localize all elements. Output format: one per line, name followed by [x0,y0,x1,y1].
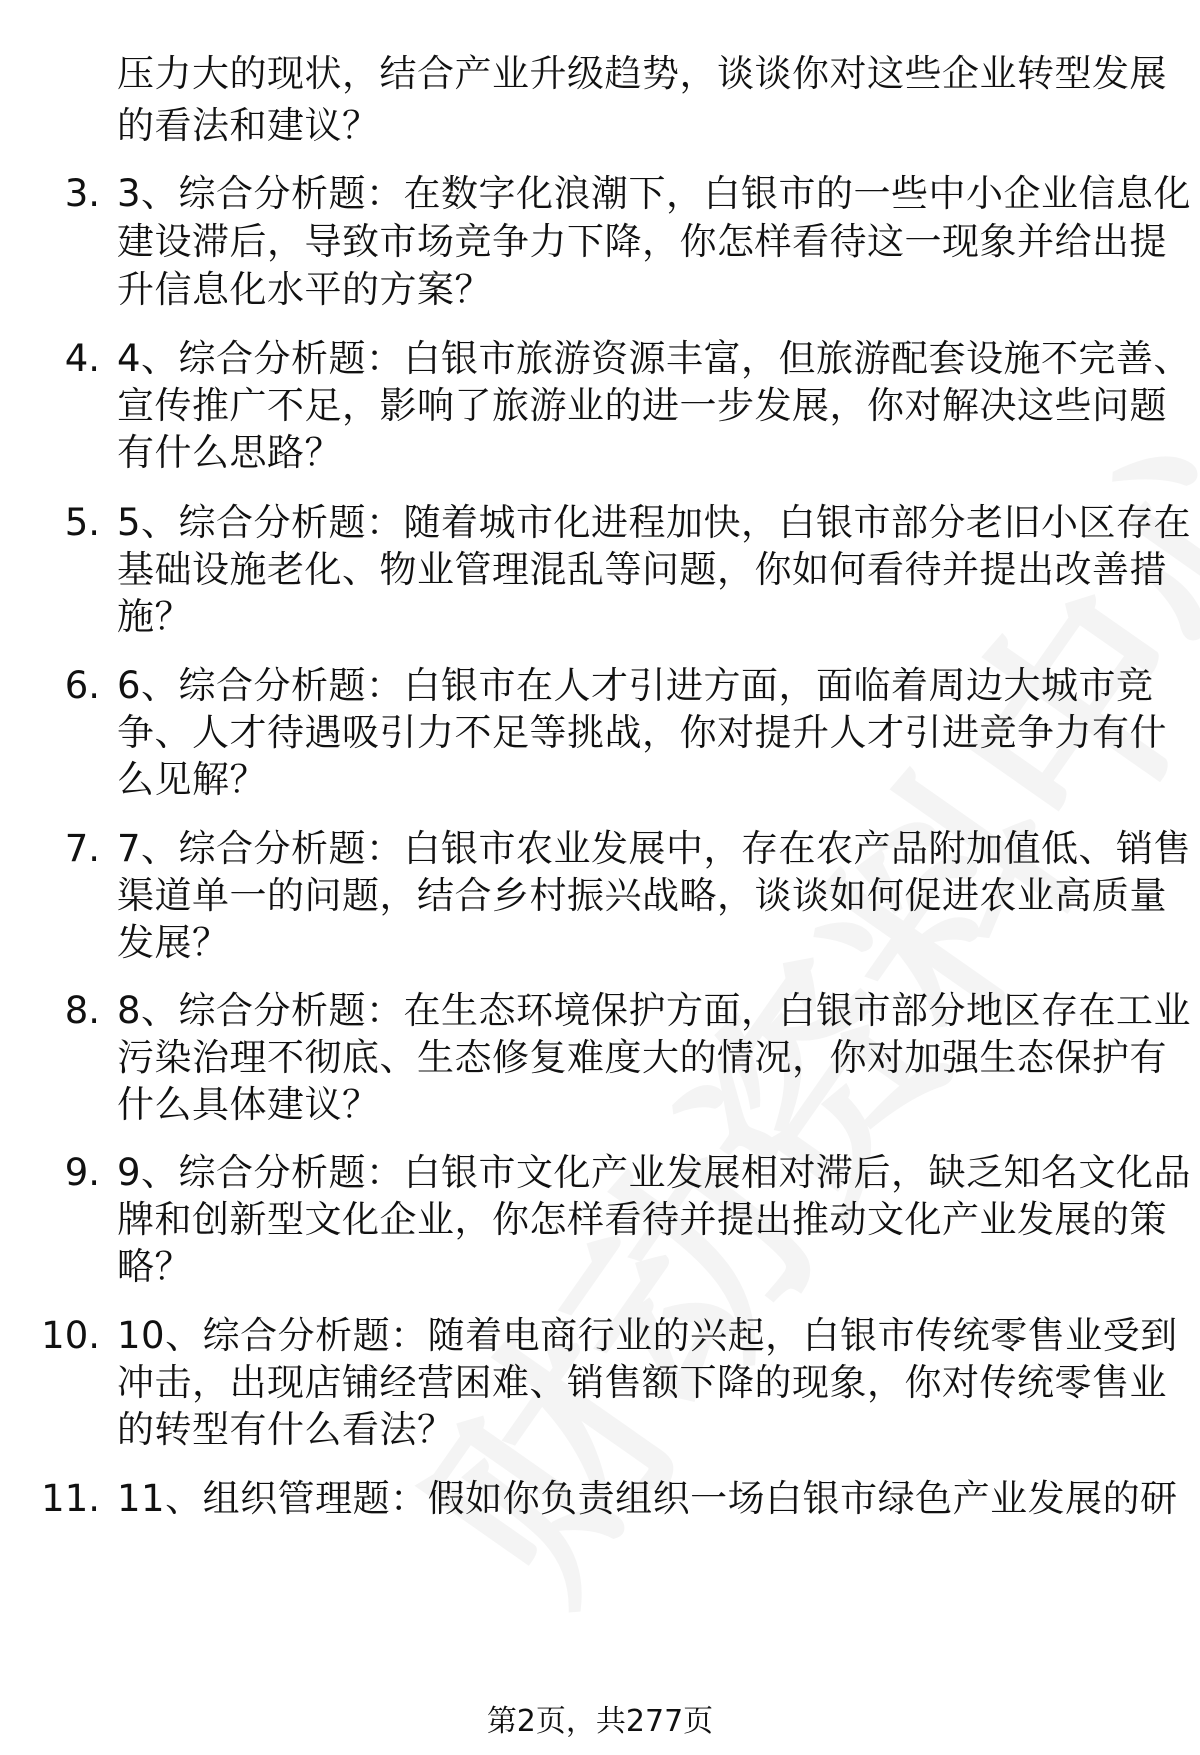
list-number: 3. [64,172,100,215]
list-number: 4. [64,337,100,380]
page-footer: 第2页，共277页 [486,1704,714,1739]
list-number: 8. [64,989,100,1032]
question-line: 10、综合分析题：随着电商行业的兴起，白银市传统零售业受到 [117,1314,1178,1357]
question-line: 牌和创新型文化企业，你怎样看待并提出推动文化产业发展的策 [117,1198,1167,1241]
question-line: 7、综合分析题：白银市农业发展中，存在农产品附加值低、销售 [117,827,1192,870]
question-line: 有什么思路？ [117,431,342,474]
question-line: 6、综合分析题：白银市在人才引进方面，面临着周边大城市竞 [117,664,1154,707]
question-line: 11、组织管理题：假如你负责组织一场白银市绿色产业发展的研 [117,1477,1178,1520]
question-line: 发展？ [117,921,230,964]
question-line: 什么具体建议？ [117,1083,380,1126]
question-line: 5、综合分析题：随着城市化进程加快，白银市部分老旧小区存在 [117,501,1192,544]
intro-line-1: 压力大的现状，结合产业升级趋势，谈谈你对这些企业转型发展 [117,52,1167,95]
question-line: 宣传推广不足，影响了旅游业的进一步发展，你对解决这些问题 [117,384,1167,427]
question-line: 4、综合分析题：白银市旅游资源丰富，但旅游配套设施不完善、 [117,337,1192,380]
list-number: 5. [64,501,100,544]
question-line: 建设滞后，导致市场竞争力下降，你怎样看待这一现象并给出提 [117,220,1167,263]
question-line: 8、综合分析题：在生态环境保护方面，白银市部分地区存在工业 [117,989,1192,1032]
question-line: 9、综合分析题：白银市文化产业发展相对滞后，缺乏知名文化品 [117,1151,1192,1194]
list-number: 6. [64,664,100,707]
question-line: 争、人才待遇吸引力不足等挑战，你对提升人才引进竞争力有什 [117,711,1167,754]
question-line: 渠道单一的问题，结合乡村振兴战略，谈谈如何促进农业高质量 [117,874,1167,917]
question-line: 污染治理不彻底、生态修复难度大的情况，你对加强生态保护有 [117,1036,1167,1079]
intro-line-2: 的看法和建议？ [117,104,380,147]
list-number: 9. [64,1151,100,1194]
question-line: 升信息化水平的方案？ [117,268,492,311]
list-number: 11. [41,1477,100,1520]
list-number: 7. [64,827,100,870]
question-line: 3、综合分析题：在数字化浪潮下，白银市的一些中小企业信息化 [117,172,1192,215]
question-line: 么见解？ [117,758,267,801]
question-line: 冲击，出现店铺经营困难、销售额下降的现象，你对传统零售业 [117,1361,1167,1404]
list-number: 10. [41,1314,100,1357]
question-line: 施？ [117,595,192,638]
question-line: 略？ [117,1245,192,1288]
question-line: 基础设施老化、物业管理混乱等问题，你如何看待并提出改善措 [117,548,1167,591]
question-line: 的转型有什么看法？ [117,1408,455,1451]
